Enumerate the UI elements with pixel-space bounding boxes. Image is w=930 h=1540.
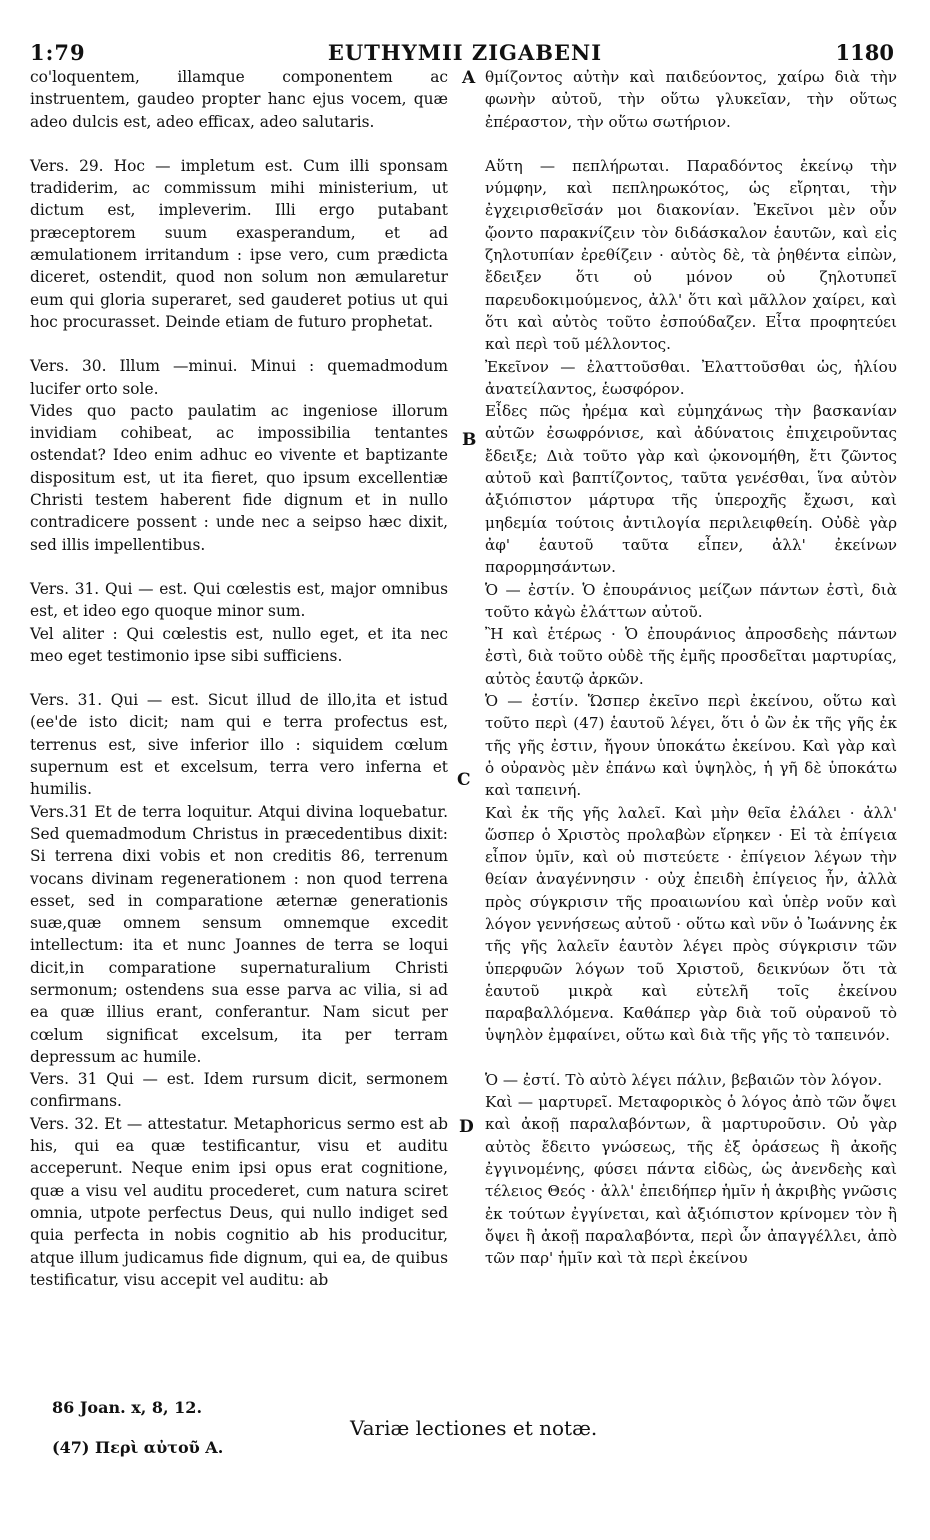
variant-note-47: (47) Περὶ αὐτοῦ Α. [52,1438,224,1457]
latin-paragraph: Vers. 31 Qui — est. Idem rursum dicit, sermonem confirmans. [30,1070,448,1111]
greek-paragraph: Καὶ ἐκ τῆς γῆς λαλεῖ. Καὶ μὴν θεῖα ἐλάλει · ἀλλ' ὥσπερ ὁ Χριστὸς προλαβὼν εἴρηκεν · Εἰ τὰ ἐπίγεια εἶπον ὑμῖν, καὶ οὐ πιστεύετε · ἐπίγειον λέγων τὴν θείαν ἀναγέννησιν · οὐχ ἐπειδὴ ἐπίγειος ἦν, ἀλλὰ πρὸς σύγκρισιν τῆς προαιωνίου καὶ ὑπὲρ νοῦν καὶ λόγον γεννήσεως αὐτοῦ · οὕτω καὶ νῦν ὁ Ἰωάννης ἐκ τῆς γῆς λαλεῖν ἑαυτὸν λέγει πρὸς σύγκρισιν τῶν ὑπερφυῶν λόγων τοῦ Χριστοῦ, δεικνύων ὅτι τὰ ἑαυτοῦ μικρὰ καὶ εὐτελῆ τοῖς ἐκείνου παραβαλλόμενα. Καθάπερ γὰρ διὰ τοῦ οὐρανοῦ τὸ ὑψηλὸν ἐμφαίνει, οὕτω καὶ διὰ τῆς γῆς τὸ ταπεινόν. [485,803,897,1045]
greek-paragraph: Ὁ — ἐστίν. Ὥσπερ ἐκεῖνο περὶ ἐκείνου, οὕτω καὶ τοῦτο περὶ (47) ἑαυτοῦ λέγει, ὅτι ὁ ὢν ἐκ τῆς γῆς ἐκ τῆς γῆς ἐστιν, ἤγουν ὑποκάτω ἐκείνου. Καὶ γὰρ καὶ ὁ οὐρανὸς μὲν ἐπάνω καὶ ὑψηλὸς, ἡ γῆ δὲ ὑποκάτω καὶ ταπεινή. [485,692,897,800]
margin-marker-d: D [459,1117,474,1137]
latin-paragraph: Vers.31 Et de terra loquitur. Atqui divina loquebatur. Sed quemadmodum Christus in præcedentibus dixit: Si terrena dixi vobis et non creditis 86, terrenum vocans divinam regenerationem : non quod terrena esset, sed in comparatione æternæ generationis suæ,quæ omnem sensum omnemque excedit intellectum: ita et nunc Joannes de terra se loqui dicit,in comparatione supernaturalium Christi sermonum; ostendens sua esse parva ac vilia, si ad ea quæ illius erant, conferantur. Nam sicut per cœlum significat excelsum, ita per terram depressum ac humile. [30,802,448,1066]
greek-paragraph: Εἶδες πῶς ἠρέμα καὶ εὐμηχάνως τὴν βασκανίαν αὐτῶν ἐσωφρόνισε, καὶ ἀδύνατοις ἐπιχειροῦντας ἔδειξε; Διὰ τοῦτο γὰρ καὶ ᾠκονομήθη, ἔτι ζῶντος αὐτοῦ καὶ βαπτίζοντος, ταῦτα γενέσθαι, ἵνα αὐτὸν ἀξιόπιστον μάρτυρα τῆς ὑπεροχῆς ἔχωσι, καὶ μηδεμία τούτοις ἀντιλογία περιλειφθείη. Οὐδὲ γὰρ ἀφ' ἑαυτοῦ ταῦτα εἶπεν, ἀλλ' ἐκείνων παρορμησάντων. [485,402,897,577]
greek-paragraph: θμίζοντος αὐτὴν καὶ παιδεύοντος, χαίρω διὰ τὴν φωνὴν αὐτοῦ, τὴν οὕτω γλυκεῖαν, τὴν οὕτως ἐπέραστον, τὴν οὕτω σωτήριον. [485,68,897,131]
latin-paragraph: Vel aliter : Qui cœlestis est, nullo eget, et ita nec meo eget testimonio ipse sibi sufficiens. [30,624,448,665]
latin-paragraph: co'loquentem, illamque componentem ac instruentem, gaudeo propter hanc ejus vocem, quæ adeo dulcis est, adeo efficax, adeo salutaris. [30,68,448,131]
latin-paragraph: Vers. 29. Hoc — impletum est. Cum illi sponsam tradiderim, ac commissum mihi ministerium, ut dictum est, impleverim. Illi ergo putabant præceptorem suum exasperandum, et ad æmulationem irritandum : ipse vero, cum prædicta diceret, ostendit, quod non solum non æmularetur eum qui gloria superaret, sed gauderet potius ut qui hoc procurasset. Deinde etiam de futuro prophetat. [30,156,448,331]
margin-marker-c: C [457,770,471,790]
greek-column [485,66,897,1269]
column-number-right: 1180 [835,40,894,65]
greek-paragraph: Αὕτη — πεπλήρωται. Παραδόντος ἐκείνῳ τὴν νύμφην, καὶ πεπληρωκότος, ὡς εἴρηται, τὴν ἐγχειρισθεῖσάν μοι διακονίαν. Ἐκεῖνοι μὲν οὖν ᾤοντο παρακνίζειν τὸν διδάσκαλον ἑαυτῶν, καὶ εἰς ζηλοτυπίαν ἐρεθίζειν · αὐτὸς δὲ, τὰ ῥηθέντα εἰπὼν, ἔδειξεν ὅτι οὐ μόνον οὐ ζηλοτυπεῖ παρευδοκιμούμενος, ἀλλ' ὅτι καὶ μᾶλλον χαίρει, καὶ ὅτι καὶ αὐτὸς τοῦτο ἐσπούδαζεν. Εἶτα προφητεύει καὶ περὶ τοῦ μέλλοντος. [485,156,897,354]
variants-heading: Variæ lectiones et notæ. [350,1416,598,1440]
scripture-footnote: 86 Joan. x, 8, 12. [52,1398,203,1417]
margin-marker-b: B [462,430,477,450]
running-title: EUTHYMII ZIGABENI [327,40,603,65]
latin-paragraph: Vers. 31. Qui — est. Sicut illud de illo,ita et istud (ee'de isto dicit; nam qui e terra profectus est, terrenus est, sive inferior illo : siquidem cœlum supernum est et excelsum, terra vero inferna et humilis. [30,691,448,799]
latin-paragraph: Vers. 32. Et — attestatur. Metaphoricus sermo est ab his, qui ea quæ testificantur, visu et auditu acceperunt. Neque enim ipsi opus erat cognitione, quæ a visu vel auditu procederet, cum natura sciret omnia, utpote perfectus Deus, qui nullo indiget sed quia perfecta in nobis cognitio ab his producitur, atque illum judicamus fide dignum, qui ea, de quibus testificatur, visu accepit vel auditu: ab [30,1114,448,1289]
greek-paragraph: Ὁ — ἐστί. Τὸ αὐτὸ λέγει πάλιν, βεβαιῶν τὸν λόγον. [485,1070,883,1089]
greek-paragraph: Ὁ — ἐστίν. Ὁ ἐπουράνιος μείζων πάντων ἐστὶ, διὰ τοῦτο κἀγὼ ἐλάττων αὐτοῦ. [485,580,897,621]
latin-paragraph: Vers. 31. Qui — est. Qui cœlestis est, major omnibus est, et ideo ego quoque minor sum. [30,579,448,621]
latin-column [30,66,448,1291]
latin-paragraph: Vers. 30. Illum —minui. Minui : quemadmodum lucifer orto sole. [30,357,448,398]
latin-paragraph: Vides quo pacto paulatim ac ingeniose illorum invidiam cohibeat, ac impossibilia tentantes ostendat? Ideo enim adhuc eo vivente et baptizante dispositum est, ut ita fieret, quo ipsum excellentiæ Christi testem haberent fide dignum et in nullo contradicere possent : unde nec a seipso hæc dixit, sed illis impellentibus. [30,401,448,554]
margin-marker-a: A [462,68,476,88]
greek-paragraph: Καὶ — μαρτυρεῖ. Μεταφορικὸς ὁ λόγος ἀπὸ τῶν ὄψει καὶ ἀκοῇ παραλαβόντων, ἃ μαρτυροῦσιν. Οὐ γὰρ αὐτὸς ἔδειτο γνώσεως, τῆς ἐξ ὁράσεως ἢ ἀκοῆς ἐγγινομένης, φύσει πάντα εἰδὼς, ὡς ἀνενδεὴς καὶ τέλειος Θεός · ἀλλ' ἐπειδήπερ ἡμῖν ἡ ἀκριβὴς γνῶσις ἐκ τούτων ἐγγίνεται, καὶ ἀξιόπιστον κρίνομεν τὸν ἢ ὄψει ἢ ἀκοῇ παραλαβόντα, περὶ ὧν ἀπαγγέλλει, ἀπὸ τῶν παρ' ἡμῖν καὶ τὰ περὶ ἐκείνου [485,1093,897,1268]
greek-paragraph: Ἐκεῖνον — ἐλαττοῦσθαι. Ἐλαττοῦσθαι ὡς, ἡλίου ἀνατείλαντος, ἑωσφόρον. [485,357,897,398]
column-number-left: 1:79 [30,40,86,65]
greek-paragraph: Ἢ καὶ ἑτέρως · Ὁ ἐπουράνιος ἀπροσδεὴς πάντων ἐστὶ, διὰ τοῦτο οὐδὲ τῆς ἐμῆς προσδεῖται μαρτυρίας, αὐτὸς ἑαυτῷ ἀρκῶν. [485,625,897,688]
